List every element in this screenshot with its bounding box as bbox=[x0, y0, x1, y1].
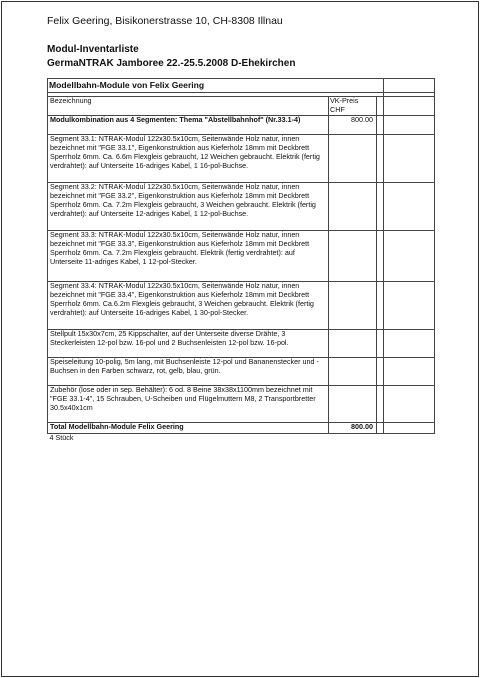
document-title: Modul-Inventarliste bbox=[47, 44, 139, 55]
item-price: 800.00 bbox=[329, 115, 377, 134]
item-description: Segment 33.4: NTRAK-Modul 122x30.5x10cm, Seitenwände Holz natur, innen bezeichnet mit "FGE 33.4", Eigenkonstruktion aus Kieferholz 18mm mit Deckbrett Sperrholz 6mm. Ca.6.2m Flexgleis gebraucht, 3 Weichen gebraucht. Elektrik (fertig verdrahtet): auf Unterseite 16-adriges Kabel, 1 30-pol-Stecker. bbox=[48, 281, 329, 329]
item-price bbox=[329, 357, 377, 385]
price-header-label: VK-Preis bbox=[330, 96, 359, 105]
item-price bbox=[329, 329, 377, 357]
table-title: Modellbahn-Module von Felix Geering bbox=[48, 79, 384, 93]
total-label: Total Modellbahn-Module Felix Geering bbox=[48, 422, 329, 433]
item-price bbox=[329, 385, 377, 422]
count-row bbox=[48, 433, 435, 443]
table-row bbox=[48, 329, 435, 357]
table-row bbox=[48, 182, 435, 230]
table-title-row bbox=[48, 79, 435, 93]
currency-header-label: CHF bbox=[330, 104, 345, 114]
item-description: Segment 33.3: NTRAK-Modul 122x30.5x10cm, Seitenwände Holz natur, innen bezeichnet mit "FGE 33.3", Eigenkonstruktion aus Kieferholz 18mm mit Deckbrett Sperrholz 6mm. Ca. 7.2m Flexgleis gebraucht. Elektrik (fertig verdrahtet): auf Unterseite 11-adriges Kabel, 1 12-pol-Stecker. bbox=[48, 230, 329, 281]
table-row bbox=[48, 134, 435, 182]
total-row bbox=[48, 422, 435, 433]
table-row bbox=[48, 385, 435, 422]
inventory-sheet bbox=[47, 78, 434, 470]
item-price bbox=[329, 182, 377, 230]
column-header-price bbox=[329, 97, 377, 116]
table-row bbox=[48, 357, 435, 385]
event-title: GermaNTRAK Jamboree 22.-25.5.2008 D-Ehekirchen bbox=[47, 58, 296, 69]
table-row bbox=[48, 230, 435, 281]
item-description: Segment 33.2: NTRAK-Modul 122x30.5x10cm, Seitenwände Holz natur, innen bezeichnet mit "FGE 33.2", Eigenkonstruktion aus Kieferholz 18mm mit Deckbrett Sperrholz 6mm. Ca. 7.2m Flexgleis gebraucht, 3 Weichen gebraucht. Elektrik (fertig verdrahtet): auf Unterseite 12-adriges Kabel, 1 12-pol-Buchse. bbox=[48, 182, 329, 230]
item-description: Speiseleitung 10-polig, 5m lang, mit Buchsenleiste 12-pol und Bananenstecker und -Buchsen in den Farben schwarz, rot, gelb, blau, grün. bbox=[48, 357, 329, 385]
item-description: Modulkombination aus 4 Segmenten: Thema "Abstellbahnhof" (Nr.33.1-4) bbox=[48, 115, 329, 134]
table-row bbox=[48, 115, 435, 134]
inventory-table bbox=[47, 78, 435, 443]
item-price bbox=[329, 281, 377, 329]
item-description: Zubehör (lose oder in sep. Behälter): 6 od. 8 Beine 38x38x1100mm bezeichnet mit "FGE 33.1-4", 15 Schrauben, U-Scheiben und Flügelmuttern M8, 2 Transportbretter 30.5x40x1cm bbox=[48, 385, 329, 422]
item-price bbox=[329, 230, 377, 281]
item-price bbox=[329, 134, 377, 182]
table-row bbox=[48, 281, 435, 329]
table-header-row bbox=[48, 97, 435, 116]
total-value: 800.00 bbox=[329, 422, 377, 433]
document-page bbox=[1, 1, 479, 677]
item-count: 4 Stück bbox=[48, 433, 329, 443]
sender-address: Felix Geering, Bisikonerstrasse 10, CH-8308 Illnau bbox=[47, 15, 283, 27]
column-header-description: Bezeichnung bbox=[48, 97, 329, 116]
item-description: Segment 33.1: NTRAK-Modul 122x30.5x10cm, Seitenwände Holz natur, innen bezeichnet mit "FGE 33.1", Eigenkonstruktion aus Kieferholz 18mm mit Deckbrett Sperrholz 6mm. Ca. 6.6m Flexgleis gebraucht, 12 Weichen gebraucht. Elektrik (fertig verdrahtet): auf Unterseite 16-adriges Kabel, 1 16-pol-Buchse. bbox=[48, 134, 329, 182]
item-description: Stellpult 15x30x7cm, 25 Kippschalter, auf der Unterseite diverse Drähte, 3 Steckerleisten 12-pol bzw. 16-pol und 2 Buchsenleisten 12-pol bzw. 16-pol. bbox=[48, 329, 329, 357]
